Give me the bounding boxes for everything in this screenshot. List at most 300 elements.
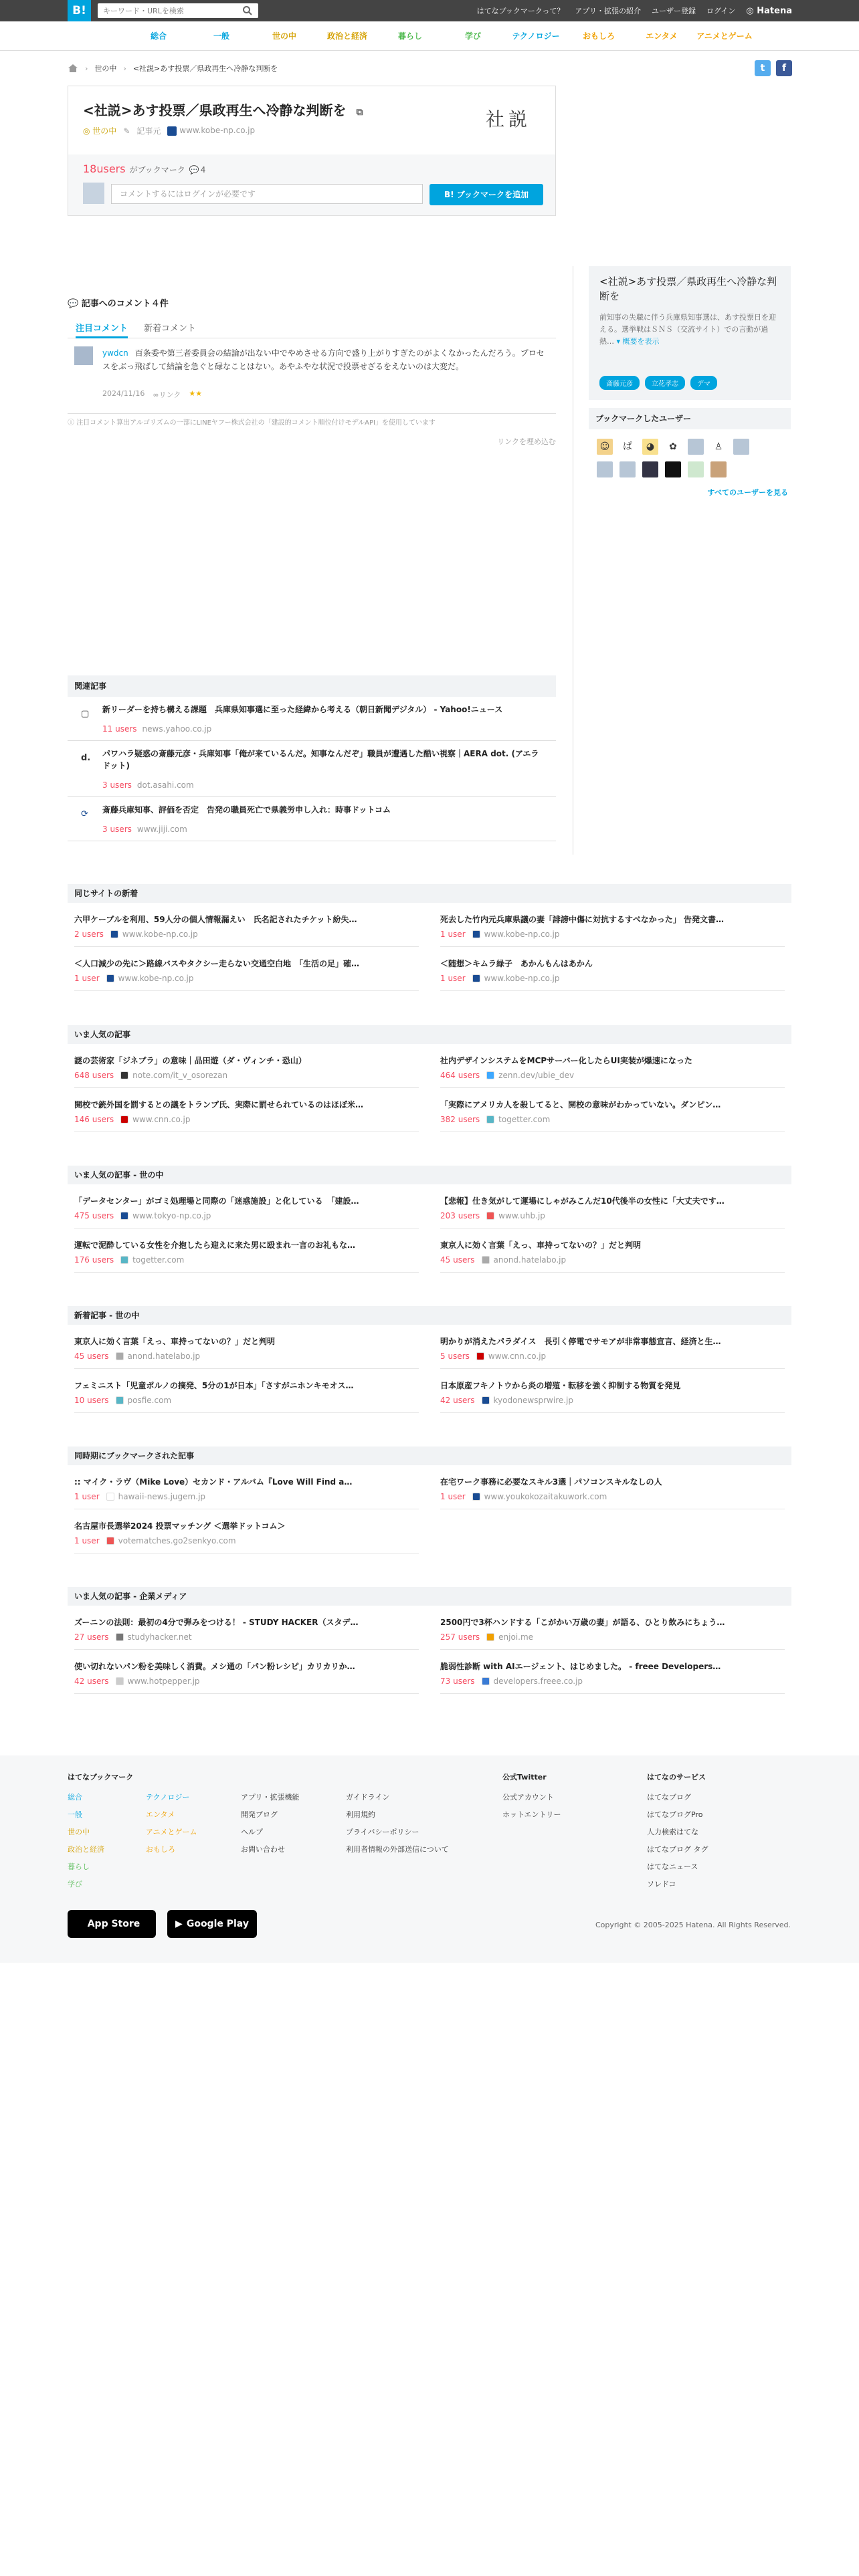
list-item[interactable]: [74, 1465, 419, 1509]
footer-col-twitter: [502, 1769, 561, 1824]
site-favicon: [472, 974, 480, 982]
comment-date[interactable]: 2024/11/16: [102, 389, 145, 398]
login-link[interactable]: ログイン: [706, 7, 736, 15]
card-grid: [68, 1184, 791, 1273]
users-count[interactable]: 464 users: [440, 1071, 480, 1080]
tab-category[interactable]: エンタメ: [646, 31, 678, 41]
article-title[interactable]: 在宅ワーク事務に必要なスキル3選｜パソコンスキルなしの人: [440, 1477, 662, 1487]
related-title: 関連記事: [68, 675, 556, 697]
all-users-link[interactable]: すべてのユーザーを見る: [707, 488, 788, 497]
list-item[interactable]: [440, 1606, 785, 1650]
avatar[interactable]: [665, 461, 681, 477]
article-meta: [74, 1211, 211, 1220]
users-count[interactable]: 45 users: [440, 1255, 475, 1265]
search-icon[interactable]: [242, 5, 253, 16]
sidebar-summary: [599, 312, 780, 348]
article-title[interactable]: 死去した竹内元兵庫県議の妻「誹謗中傷に対抗するすべなかった」 告発文書…: [440, 915, 724, 924]
footer-link[interactable]: アプリ・拡張機能: [241, 1793, 300, 1802]
entry-title-text: <社説>あす投票／県政再生へ冷静な判断を: [83, 102, 347, 118]
article-title[interactable]: 社内デザインシステムをMCPサーバー化したらUI実装が爆速になった: [440, 1056, 692, 1065]
copyright: Copyright © 2005-2025 Hatena. All Rights Reserved.: [595, 1921, 791, 1929]
domain: www.youkokozaitakuwork.com: [484, 1492, 607, 1501]
avatar[interactable]: [642, 461, 658, 477]
article-title[interactable]: ＜人口減少の先に＞路線バスやタクシー走らない交通空白地 「生活の足」確…: [74, 959, 360, 968]
article-title[interactable]: 東京人に効く言葉「えっ、車持ってないの？」だと判明: [440, 1241, 642, 1250]
list-item[interactable]: [74, 1088, 419, 1132]
list-item[interactable]: [74, 1606, 419, 1650]
footer-link[interactable]: 人力検索はてな: [647, 1828, 698, 1836]
footer-link[interactable]: アニメとゲーム: [146, 1828, 197, 1836]
comment-body: [102, 346, 551, 373]
external-link-icon: ⧉: [356, 107, 363, 118]
new-world-section: [68, 1306, 791, 1413]
list-item[interactable]: [440, 1369, 785, 1413]
popular-section: [68, 1025, 791, 1132]
footer-link[interactable]: おもしろ: [146, 1845, 175, 1854]
star-icon[interactable]: ★★: [189, 389, 203, 398]
tab-category[interactable]: 一般: [213, 31, 229, 41]
site-favicon: [482, 1396, 490, 1404]
footer-link[interactable]: 世の中: [68, 1828, 90, 1836]
entry-domain-text: www.kobe-np.co.jp: [179, 126, 256, 136]
related-item-title[interactable]: 新リーダーを持ち構える課題 兵庫県知事選に至った経緯から考える（朝日新聞デジタル） - Yahoo!ニュース: [102, 705, 503, 714]
domain: www.tokyo-np.co.jp: [132, 1211, 211, 1220]
footer-link[interactable]: 利用規約: [346, 1810, 375, 1819]
comment-icon: 💬: [189, 165, 199, 175]
site-favicon: [486, 1115, 494, 1123]
tag[interactable]: 斎藤元彦: [599, 376, 640, 390]
entry-category[interactable]: ◎ 世の中: [83, 126, 117, 136]
article-meta: [440, 1211, 545, 1220]
section-title: いま人気の記事: [68, 1025, 791, 1044]
article-meta: [74, 974, 194, 983]
list-item[interactable]: [440, 1184, 785, 1228]
users-count: [83, 163, 205, 175]
list-item[interactable]: [440, 1088, 785, 1132]
article-title[interactable]: 【悲報】仕き気がして運場にしゃがみこんだ10代後半の女性に「大丈夫です…: [440, 1196, 725, 1206]
tab-category[interactable]: 学び: [464, 31, 481, 41]
avatar[interactable]: [756, 439, 772, 455]
domain: developers.freee.co.jp: [493, 1677, 583, 1686]
list-item[interactable]: [440, 1228, 785, 1273]
users-count[interactable]: 3 users: [102, 780, 132, 790]
card-grid: [68, 1465, 791, 1553]
footer-col-app: [241, 1789, 300, 1858]
apps-link[interactable]: アプリ・拡張の紹介: [575, 7, 641, 15]
article-meta: [440, 1492, 607, 1501]
users-count[interactable]: 648 users: [74, 1071, 114, 1080]
domain: note.com/it_v_osorezan: [132, 1071, 228, 1080]
related-item-title[interactable]: 斎藤兵庫知事、評価を否定 告発の職員死亡で県義労申し入れ：時事ドットコム: [102, 805, 391, 815]
article-title[interactable]: 名古屋市長選挙2024 投票マッチング ＜選挙ドットコム＞: [74, 1521, 286, 1531]
avatar[interactable]: [619, 461, 636, 477]
google-play-label: Google Play: [186, 1919, 249, 1929]
users-count[interactable]: 42 users: [440, 1396, 475, 1405]
related-item-meta: [102, 724, 211, 734]
article-title[interactable]: 脆弱性診断 with AIエージェント、はじめました。 - freee Developers…: [440, 1662, 721, 1671]
article-title[interactable]: :: マイク・ラヴ（Mike Love）セカンド・アルバム『Love Will Find a…: [74, 1477, 353, 1487]
related-articles: [68, 675, 556, 841]
list-item[interactable]: [440, 1325, 785, 1369]
entry-actions: [68, 154, 555, 215]
article-meta: [440, 1352, 546, 1361]
list-item[interactable]: [74, 1369, 419, 1413]
article-title[interactable]: ＜随想＞キムラ緑子 あかんもんはあかん: [440, 959, 593, 968]
avatar[interactable]: ✿: [665, 439, 681, 455]
comment-user[interactable]: ywdcn: [102, 348, 128, 358]
site-favicon: [486, 1212, 494, 1220]
tab-category[interactable]: 総合: [150, 31, 167, 41]
list-item[interactable]: [74, 1228, 419, 1273]
users-count[interactable]: 1 user: [74, 974, 100, 983]
entry-box: [68, 86, 556, 216]
article-meta: [74, 1632, 192, 1642]
users-count[interactable]: 73 users: [440, 1677, 475, 1686]
footer-col-services: [647, 1769, 708, 1893]
tab-category[interactable]: テクノロジー: [512, 31, 560, 41]
avatar[interactable]: ☺: [597, 439, 613, 455]
users-count[interactable]: 1 user: [74, 1492, 100, 1501]
tab-popular-comments[interactable]: 注目コメント: [76, 321, 128, 338]
list-item[interactable]: [74, 1650, 419, 1694]
comment-link-label: リンク: [159, 391, 181, 399]
users-count[interactable]: 2 users: [74, 930, 104, 939]
footer-col-bookmark-2: [146, 1789, 197, 1858]
tab-category[interactable]: 政治と経済: [326, 31, 367, 41]
site-favicon: [120, 1115, 128, 1123]
avatar[interactable]: [597, 461, 613, 477]
entry-meta: [83, 125, 255, 136]
tag-list: [599, 376, 717, 390]
section-title: いま人気の記事 - 企業メディア: [68, 1587, 791, 1606]
article-meta: [440, 930, 560, 939]
entry-title[interactable]: [83, 100, 363, 119]
footer-col-bookmark: [68, 1769, 133, 1893]
footer-link[interactable]: 政治と経済: [68, 1845, 104, 1854]
users-count-value[interactable]: 18users: [83, 163, 126, 175]
ai-note-text: 注目コメント算出アルゴリズムの一部にLINEヤフー株式会社の「建設的コメント順位付けモデルAPI」を使用しています: [76, 419, 436, 427]
users-count[interactable]: 5 users: [440, 1352, 470, 1361]
footer-link[interactable]: エンタメ: [146, 1810, 175, 1819]
app-store-button[interactable]: [68, 1910, 156, 1938]
article-title[interactable]: 六甲ケーブルを利用、59人分の個人情報漏えい 氏名記されたチケット紛失…: [74, 915, 357, 924]
list-item[interactable]: [440, 947, 785, 991]
top-links: [477, 0, 792, 21]
users-count[interactable]: 475 users: [74, 1211, 114, 1220]
site-favicon: [482, 1677, 490, 1685]
avatar: [83, 183, 104, 204]
article-meta: [74, 1677, 200, 1686]
article-title[interactable]: 謎の芸術家「ジネブラ」の意味｜品田遊（ダ・ヴィンチ・恐山）: [74, 1056, 306, 1065]
article-meta: [440, 1115, 550, 1124]
users-count[interactable]: 45 users: [74, 1352, 109, 1361]
avatar[interactable]: [733, 439, 749, 455]
divider: [68, 413, 556, 414]
facebook-icon[interactable]: f: [776, 60, 792, 76]
users-count[interactable]: 10 users: [74, 1396, 109, 1405]
ai-note: ⓘ 注目コメント算出アルゴリズムの一部にLINEヤフー株式会社の「建設的コメント順位付けモデルAPI」を使用しています: [68, 419, 436, 427]
tab-category[interactable]: アニメとゲーム: [696, 31, 753, 41]
article-meta: [440, 1255, 566, 1265]
comment-meta: [102, 389, 202, 400]
section-title: いま人気の記事 - 世の中: [68, 1166, 791, 1184]
site-favicon: [120, 1256, 128, 1264]
article-meta: [74, 1492, 205, 1501]
search-input[interactable]: [98, 3, 258, 18]
hatena-logo-text: Hatena: [757, 5, 792, 16]
list-item[interactable]: [440, 1044, 785, 1088]
users-count[interactable]: 1 user: [74, 1536, 100, 1545]
home-icon[interactable]: [68, 64, 78, 73]
users-count[interactable]: 176 users: [74, 1255, 114, 1265]
related-item-title[interactable]: パワハラ疑惑の斎藤元彦・兵庫知事「俺が来ているんだ。知事なんだぞ」職員が遭遇した酷い視察｜AERA dot. (アエラドット): [102, 749, 539, 770]
dot-icon: d.: [81, 753, 91, 763]
entry-type: 記事元: [136, 126, 161, 136]
list-item[interactable]: [68, 797, 556, 841]
card-grid: [68, 1606, 791, 1694]
users-count[interactable]: 203 users: [440, 1211, 480, 1220]
domain: dot.asahi.com: [136, 780, 194, 790]
footer-col-guide: [346, 1789, 449, 1858]
footer-link[interactable]: ホットエントリー: [502, 1810, 561, 1819]
footer-link[interactable]: はてなブログ: [647, 1793, 691, 1802]
footer-link[interactable]: 開発ブログ: [241, 1810, 278, 1819]
domain: votematches.go2senkyo.com: [118, 1536, 236, 1545]
sidebar-summary-text: 前知事の失職に伴う兵庫県知事選は、あす投票日を迎える。選挙戦はＳＮＳ（交流サイト）での言動が過熱…: [599, 313, 776, 346]
popular-world-section: [68, 1166, 791, 1273]
bookmarked-users: [589, 408, 791, 498]
tab-new-comments[interactable]: 新着コメント: [144, 324, 197, 334]
site-favicon: [472, 930, 480, 938]
comment-text: 百条委や第三者委員会の結論が出ない中でやめさせる方向で盛り上がりすぎたのがよくなかったんだろう。プロセスをぶっ飛ばして結論を急ぐと碌なことはない。あやふやな状況で投票せざるをえないのは大変だ。: [102, 348, 545, 371]
footer-link[interactable]: 学び: [68, 1880, 82, 1889]
site-favicon: [106, 1537, 114, 1545]
article-meta: [74, 1255, 184, 1265]
footer-link[interactable]: はてなニュース: [647, 1862, 698, 1871]
list-item[interactable]: [68, 741, 556, 797]
sidebar-entry-title[interactable]: <社説>あす投票／県政再生へ冷静な判断を: [599, 276, 777, 302]
domain: www.kobe-np.co.jp: [118, 974, 194, 983]
list-item[interactable]: [440, 1465, 785, 1509]
list-item[interactable]: [74, 1044, 419, 1088]
breadcrumb-current: <社説>あす投票／県政再生へ冷静な判断を: [132, 64, 278, 73]
avatar[interactable]: ♙: [710, 439, 727, 455]
edit-icon: ✎: [123, 126, 130, 136]
users-count[interactable]: 382 users: [440, 1115, 480, 1124]
article-title[interactable]: 明かりが消えたパラダイス 長引く停電でサモアが非常事態宣言、経済と生…: [440, 1337, 721, 1346]
site-favicon: [116, 1352, 124, 1360]
domain: togetter.com: [498, 1115, 551, 1124]
article-meta: [74, 930, 198, 939]
about-link[interactable]: はてなブックマークって？: [476, 7, 565, 15]
users-count[interactable]: 1 user: [440, 974, 466, 983]
footer-link[interactable]: はてなブログ タグ: [647, 1845, 708, 1854]
avatar[interactable]: ぱ: [619, 439, 636, 455]
footer-link[interactable]: はてなブログPro: [647, 1810, 703, 1819]
footer-link[interactable]: 総合: [68, 1793, 82, 1802]
footer-link[interactable]: ヘルプ: [241, 1828, 263, 1836]
avatar[interactable]: [688, 461, 704, 477]
footer-link[interactable]: 暮らし: [68, 1862, 90, 1871]
related-item-meta: [102, 780, 194, 790]
site-favicon: [106, 974, 114, 982]
tag[interactable]: 立花孝志: [645, 376, 685, 390]
avatar[interactable]: [688, 439, 704, 455]
article-title[interactable]: 「実際にアメリカ人を殺してると、開校の意味がわかっていない。ダンピン…: [440, 1100, 721, 1109]
article-title[interactable]: 2500円で3杯ハンドする「こがかい万歳の妻」が語る、ひとり飲みにちょう…: [440, 1618, 725, 1627]
list-item[interactable]: [440, 903, 785, 947]
chevron-right-icon: ›: [85, 64, 88, 73]
list-item[interactable]: [74, 947, 419, 991]
article-meta: [74, 1352, 200, 1361]
breadcrumb-category[interactable]: 世の中: [94, 64, 117, 73]
article-title[interactable]: 東京人に効く言葉「えっ、車持ってないの？」だと判明: [74, 1337, 276, 1346]
article-title[interactable]: 「データセンター」がゴミ処理場と同際の「迷惑施設」と化している 「建設…: [74, 1196, 359, 1206]
footer-heading: はてなのサービス: [647, 1773, 706, 1782]
hatena-logo[interactable]: ◎ Hatena: [746, 5, 792, 16]
domain: www.cnn.co.jp: [488, 1352, 547, 1361]
site-favicon: [116, 1633, 124, 1641]
avatar[interactable]: [710, 461, 727, 477]
bookmarked-users-title: ブックマークしたユーザー: [589, 408, 791, 429]
article-meta: [440, 1632, 533, 1642]
users-count[interactable]: 1 user: [440, 1492, 466, 1501]
users-count[interactable]: 27 users: [74, 1632, 109, 1642]
domain: enjoi.me: [498, 1632, 534, 1642]
domain: www.kobe-np.co.jp: [122, 930, 198, 939]
add-bookmark-button[interactable]: B! ブックマークを追加: [430, 184, 543, 205]
twitter-icon[interactable]: t: [755, 60, 771, 76]
section-title: 同じサイトの新着: [68, 884, 791, 903]
site-favicon: [476, 1352, 484, 1360]
play-icon: ▶: [175, 1919, 183, 1929]
article-meta: [74, 1396, 171, 1405]
users-count[interactable]: 42 users: [74, 1677, 109, 1686]
thumbnail-text: 社説: [485, 108, 531, 130]
site-favicon: [120, 1071, 128, 1079]
list-item[interactable]: [74, 903, 419, 947]
chevron-right-icon: ›: [123, 64, 126, 73]
footer-link[interactable]: プライバシーポリシー: [346, 1828, 419, 1836]
domain: hawaii-news.jugem.jp: [118, 1492, 206, 1501]
list-item[interactable]: [74, 1184, 419, 1228]
users-count[interactable]: 11 users: [102, 724, 137, 734]
users-count[interactable]: 146 users: [74, 1115, 114, 1124]
article-title[interactable]: 運転で泥酔している女性を介抱したら迎えに来た男に殴まれ一言のお礼もな…: [74, 1241, 356, 1250]
article-meta: [440, 974, 560, 983]
footer-heading: 公式Twitter: [502, 1773, 547, 1782]
list-item[interactable]: [74, 1509, 419, 1553]
article-title[interactable]: 開校で銃外国を罰するとの議をトランプ氏、実際に罰せられているのはほぼ米…: [74, 1100, 364, 1109]
domain: studyhacker.net: [127, 1632, 192, 1642]
domain: zenn.dev/ubie_dev: [498, 1071, 575, 1080]
domain: anond.hatelabo.jp: [127, 1352, 201, 1361]
list-item[interactable]: [74, 1325, 419, 1369]
site-favicon: [472, 1493, 480, 1501]
show-summary-link[interactable]: ▾ 概要を表示: [616, 337, 660, 346]
card-grid: [68, 1325, 791, 1413]
footer-link[interactable]: ガイドライン: [346, 1793, 390, 1802]
footer-link[interactable]: 公式アカウント: [502, 1793, 554, 1802]
users-count[interactable]: 1 user: [440, 930, 466, 939]
same-site-section: [68, 884, 791, 991]
article-title[interactable]: ズーニンの法則：最初の4分で弾みをつける！ - STUDY HACKER（スタデ…: [74, 1618, 359, 1627]
entry-category-label: 世の中: [92, 126, 117, 136]
tab-category[interactable]: 世の中: [272, 31, 296, 41]
related-item-meta: [102, 825, 187, 834]
entry-domain[interactable]: [167, 126, 255, 136]
domain: anond.hatelabo.jp: [493, 1255, 567, 1265]
list-item[interactable]: [440, 1650, 785, 1694]
document-icon: ▢: [81, 709, 90, 719]
comments-count: 4: [200, 165, 206, 175]
section-title: 同時期にブックマークされた記事: [68, 1446, 791, 1465]
footer-link[interactable]: 一般: [68, 1810, 82, 1819]
footer-link[interactable]: ソレドコ: [647, 1880, 676, 1889]
tab-category[interactable]: 暮らし: [397, 31, 422, 41]
entry-thumbnail[interactable]: [476, 97, 541, 140]
footer-link[interactable]: お問い合わせ: [241, 1845, 285, 1854]
site-favicon: [482, 1256, 490, 1264]
article-title[interactable]: 使い切れないパン粉を美味しく消費。メシ通の「パン粉レシピ」カリカリか…: [74, 1662, 355, 1671]
google-play-button[interactable]: [167, 1910, 257, 1938]
list-item[interactable]: [68, 697, 556, 741]
domain: www.kobe-np.co.jp: [484, 930, 560, 939]
domain: news.yahoo.co.jp: [142, 724, 212, 734]
site-favicon: [167, 126, 177, 136]
signup-link[interactable]: ユーザー登録: [651, 7, 696, 15]
tag[interactable]: デマ: [690, 376, 717, 390]
domain: kyodonewsprwire.jp: [493, 1396, 574, 1405]
site-favicon: [120, 1212, 128, 1220]
bookmark-label: がブックマーク: [129, 165, 185, 175]
domain: togetter.com: [132, 1255, 185, 1265]
comments-section: [68, 296, 556, 447]
domain: www.kobe-np.co.jp: [484, 974, 560, 983]
comment-link[interactable]: ∞リンク: [153, 391, 181, 399]
comments-title-text: 記事へのコメント４件: [81, 299, 169, 309]
social-share: [755, 60, 792, 76]
users-count[interactable]: 257 users: [440, 1632, 480, 1642]
hatena-bookmark-logo[interactable]: B!: [68, 0, 91, 21]
site-favicon: [110, 930, 118, 938]
footer-link[interactable]: テクノロジー: [146, 1793, 190, 1802]
avatar[interactable]: [74, 346, 93, 365]
site-favicon: [116, 1396, 124, 1404]
comment-item: [68, 346, 556, 407]
article-meta: [74, 1536, 236, 1545]
article-meta: [74, 1115, 190, 1124]
article-title[interactable]: フェミニスト「児童ポルノの摘発、5分の1が日本」「さすがニホンキモオス…: [74, 1381, 354, 1390]
top-bar: [0, 0, 859, 21]
site-favicon: [106, 1493, 114, 1501]
footer-heading: はてなブックマーク: [68, 1773, 134, 1782]
comment-tabs: [68, 321, 556, 338]
domain: www.jiji.com: [136, 825, 187, 834]
embed-link[interactable]: リンクを埋め込む: [497, 437, 556, 446]
article-meta: [440, 1677, 583, 1686]
comment-input[interactable]: コメントするにはログインが必要です: [111, 184, 423, 204]
tab-category[interactable]: おもしろ: [582, 31, 615, 41]
domain: www.hotpepper.jp: [127, 1677, 200, 1686]
users-count[interactable]: 3 users: [102, 825, 132, 834]
footer-link[interactable]: 利用者情報の外部送信について: [346, 1845, 449, 1854]
article-title[interactable]: 日本原産フキノトウから炎の増殖・転移を強く抑制する物質を発見: [440, 1381, 681, 1390]
domain: www.cnn.co.jp: [132, 1115, 191, 1124]
avatar[interactable]: ◕: [642, 439, 658, 455]
site-favicon: [486, 1071, 494, 1079]
same-time-section: [68, 1446, 791, 1553]
